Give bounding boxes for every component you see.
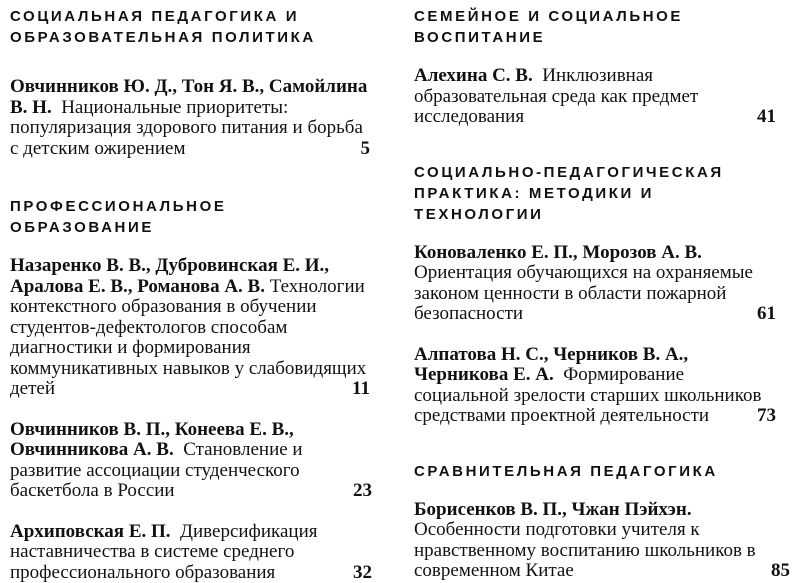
section-title-line: ПРАКТИКА: МЕТОДИКИ И ТЕХНОЛОГИИ <box>414 185 654 223</box>
entry-page-number: 5 <box>361 139 371 160</box>
entry-authors: Овчинников Ю. Д., Тон Я. В., Самойлина В. Н. <box>10 76 367 118</box>
entry-title: Инклюзивная образовательная среда как предмет исследования <box>414 65 698 127</box>
section <box>10 6 375 159</box>
entry-page-number: 61 <box>757 304 776 325</box>
left-column <box>10 6 375 583</box>
section <box>10 196 375 583</box>
section-title-line: ПРОФЕССИОНАЛЬНОЕ ОБРАЗОВАНИЕ <box>10 198 226 236</box>
section <box>414 162 790 427</box>
toc-entry[interactable] <box>414 243 776 325</box>
section <box>414 6 790 128</box>
toc-entry[interactable] <box>10 256 370 400</box>
entry-authors: Архиповская Е. П. <box>10 521 171 542</box>
toc-entry[interactable] <box>414 500 790 582</box>
entry-authors: Алехина С. В. <box>414 65 533 86</box>
entry-page-number: 85 <box>771 561 790 582</box>
section-title <box>414 461 790 482</box>
entry-authors: Назаренко В. В., Дубровинская Е. И., Аралова Е. В., Романова А. В. <box>10 255 329 297</box>
entry-title: Формирование социальной зрелости старших школьников средствами проектной деятельности <box>414 364 761 426</box>
section-title <box>414 6 790 48</box>
toc-entry[interactable] <box>10 522 372 583</box>
entry-page-number: 41 <box>757 107 776 128</box>
entry-authors: Овчинников В. П., Конеева Е. В., Овчинникова А. В. <box>10 419 294 461</box>
entry-title: Национальные приоритеты: популяризация здорового питания и борьба с детским ожирением <box>10 97 363 159</box>
entry-authors: Коноваленко Е. П., Морозов А. В. <box>414 242 702 263</box>
entry-authors: Алпатова Н. С., Черников В. А., Черникова Е. А. <box>414 344 688 386</box>
entry-page-number: 73 <box>757 406 776 427</box>
toc-entry[interactable] <box>414 345 776 427</box>
entry-title: Ориентация обучающихся на охраняемые законом ценности в области пожарной безопасности <box>414 262 753 324</box>
entry-title: Технологии контекстного образования в обучении студентов-дефектологов способам диагностики и формирования коммуникативных навыков у слабовидящих детей <box>10 276 366 400</box>
section-title-line: СОЦИАЛЬНО-ПЕДАГОГИЧЕСКАЯ <box>414 164 724 181</box>
toc-entry[interactable] <box>414 66 776 128</box>
entry-page-number: 32 <box>353 563 372 583</box>
entry-page-number: 23 <box>353 481 372 502</box>
section-title <box>414 162 790 225</box>
section-title-line: СРАВНИТЕЛЬНАЯ ПЕДАГОГИКА <box>414 463 718 480</box>
toc-entry[interactable] <box>10 420 372 502</box>
entry-title: Становление и развитие ассоциации студенческого баскетбола в России <box>10 439 303 501</box>
right-column <box>414 6 790 582</box>
section-title-line: ОБРАЗОВАТЕЛЬНАЯ ПОЛИТИКА <box>10 29 316 46</box>
section-title-line: СОЦИАЛЬНАЯ ПЕДАГОГИКА И <box>10 8 299 25</box>
entry-authors: Борисенков В. П., Чжан Пэйхэн. <box>414 499 692 520</box>
section-title-line: СЕМЕЙНОЕ И СОЦИАЛЬНОЕ ВОСПИТАНИЕ <box>414 8 683 46</box>
entry-title: Диверсификация наставничества в системе среднего профессионального образования <box>10 521 317 583</box>
toc-entry[interactable] <box>10 77 370 159</box>
section <box>414 461 790 582</box>
section-title <box>10 196 375 238</box>
entry-page-number: 11 <box>352 379 370 400</box>
section-title <box>10 6 375 48</box>
entry-title: Особенности подготовки учителя к нравственному воспитанию школьников в современном Китае <box>414 519 756 581</box>
